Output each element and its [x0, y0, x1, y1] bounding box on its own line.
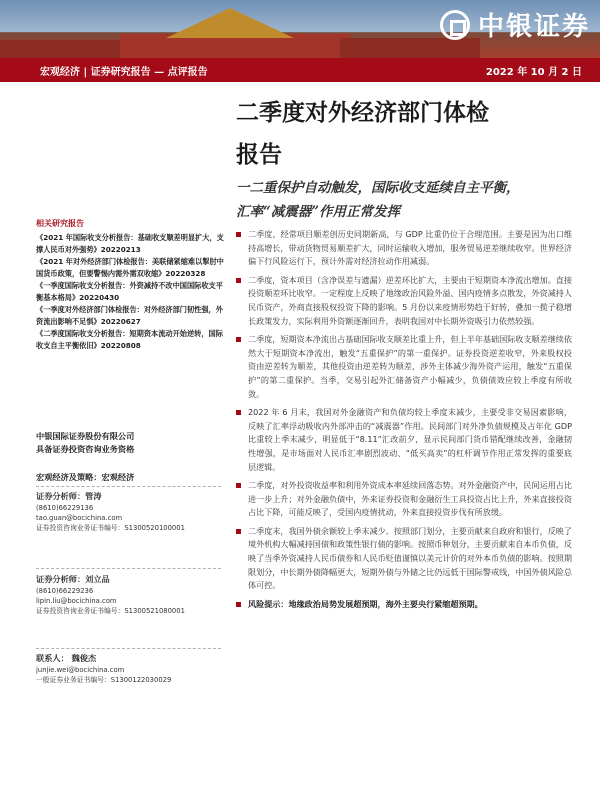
- contact-email[interactable]: junjie.wei@bocichina.com: [36, 666, 125, 674]
- category-bar: [0, 58, 600, 82]
- analyst-email[interactable]: lipin.liu@bocichina.com: [36, 597, 117, 605]
- report-summary: [236, 228, 572, 616]
- bank-of-china-logo-icon: [440, 10, 470, 40]
- summary-paragraph: 二季度，资本项目（含净误差与遗漏）逆差环比扩大，主要由于短期资本净流出增加。直接投资顺差环比收窄。一定程度上反映了地缘政治风险外溢、国内疫情多点散发，外资减持人民币资产，外商直接股权投资下降的影响。5 月份以来疫情形势趋于好转，叠加一揽子稳增长政策发力，实际利用外资额逐渐回升，表明我国对中长期外资吸引力依然较强。: [236, 274, 572, 328]
- logo-text: 中银证券: [477, 12, 590, 42]
- analyst-name: 证券分析师：管涛: [36, 491, 102, 501]
- subtitle-line: 汇率“减震器”作用正常发挥: [236, 204, 401, 220]
- related-reports: [36, 218, 226, 352]
- contact-block: [36, 652, 226, 685]
- header-banner: [0, 0, 600, 58]
- summary-paragraph: 2022 年 6 月末，我国对外金融资产和负债均较上季度末减少，主要受非交易因素影响，反映了汇率浮动吸收内外部冲击的“减震器”作用。民间部门对外净负债规模及占年化 GDP 比重较上季末减少，明显低于“8.11”汇改前夕，显示民间部门货币错配继续改善，金融韧性增强，是市场面对人民币汇率剧烈波动、“低买高卖”的杠杆调节作用正常发挥的重要底层逻辑。: [236, 406, 572, 474]
- risk-warning: 风险提示：地缘政治局势发展超预期，海外主要央行紧缩超预期。: [236, 598, 572, 612]
- analyst-phone: (8610)66229136: [36, 504, 94, 512]
- related-item[interactable]: 《一季度国际收支分析报告：外资减持不改中国国际收支平衡基本格局》20220430: [36, 281, 223, 302]
- related-item[interactable]: 《二季度国际收支分析报告：短期资本流动开始逆转，国际收支自主平衡依旧》20220808: [36, 329, 223, 350]
- report-subtitle: [236, 176, 586, 224]
- org-qualification: 具备证券投资咨询业务资格: [36, 444, 135, 454]
- analyst-phone: (8610)66229236: [36, 587, 94, 595]
- company-logo: [440, 6, 590, 43]
- divider: [36, 568, 221, 569]
- analyst-block: [36, 573, 226, 616]
- report-date: 2022 年 10 月 2 日: [485, 66, 582, 78]
- contact-cert: 一般证券业务证书编号：S1300122030029: [36, 676, 172, 684]
- analyst-block: [36, 490, 226, 533]
- org-name: 中银国际证券股份有限公司: [36, 431, 135, 441]
- contact-name: 联系人： 魏俊杰: [36, 653, 97, 663]
- analyst-name: 证券分析师：刘立品: [36, 574, 110, 584]
- team-label: 宏观经济及策略：宏观经济: [36, 472, 135, 482]
- subtitle-line: 一二重保护自动触发，国际收支延续自主平衡，: [236, 180, 520, 196]
- title-line: 报告: [236, 141, 282, 168]
- title-line: 二季度对外经济部门体检: [236, 99, 489, 126]
- report-title: [236, 92, 576, 176]
- summary-paragraph: 二季度，短期资本净流出占基础国际收支顺差比重上升，但上半年基础国际收支顺差继续依然大于短期资本净流出，触发“五重保护”的第一重保护。证券投资逆差收窄，外来股权投资由逆差转为顺差，其他投资由逆差转为顺差，涉外主体减少海外资产运用，触发“五重保护”的第二重保护。当季，交易引起外汇储备资产小幅减少，负债债效应较上季度有所收敛。: [236, 333, 572, 401]
- summary-paragraph: 二季度，经常项目顺差创历史同期新高，与 GDP 比重仍位于合理范围。主要是因为出口维持高增长，带动货物贸易顺差扩大，同时运输收入增加，服务贸易逆差继续收窄。世界经济偏下行风险运行下，预计外需对经济拉动作用减弱。: [236, 228, 572, 269]
- summary-paragraph: 二季度，对外投资收益率和利用外资成本率延续回落态势。对外金融资产中，民间运用占比进一步上升；对外金融负债中，外来证券投资和金融衍生工具投资占比上升，外来直接投资占比下降，可能反映了，受国内疫情扰动，外来直接投资步伐有所放缓。: [236, 479, 572, 520]
- related-heading: 相关研究报告: [36, 219, 84, 228]
- related-item[interactable]: 《一季度对外经济部门体检报告：对外经济部门韧性强，外资流出影响不足惧》20220627: [36, 305, 223, 326]
- divider: [36, 648, 221, 649]
- related-item[interactable]: 《2021 年对外经济部门体检报告：美联储紧缩难以掣肘中国货币政策，但要警惕内需外需双收缩》20220328: [36, 257, 224, 278]
- organization-info: [36, 430, 226, 456]
- banner-wall: [0, 40, 130, 58]
- analyst-cert: 证券投资咨询业务证书编号：S1300520100001: [36, 524, 185, 532]
- analyst-email[interactable]: tao.guan@bocichina.com: [36, 514, 123, 522]
- related-item[interactable]: 《2021 年国际收支分析报告：基础收支顺差明显扩大，支撑人民币对外强势》20220213: [36, 233, 224, 254]
- summary-paragraph: 二季度末，我国外债余额较上季末减少。按照部门划分，主要贡献来自政府和银行，反映了境外机构大幅减持国债和政策性银行债的影响。按照币种划分，主要贡献来自本币负债，反映了当季外资减持人民币债券和人民币贬值谨慎以美元计价的对外本币负债的影响。按照期限划分，中长期外债降幅更大，短期外债与外储之比仍远低于国际警戒线，中国外债风险总体可控。: [236, 525, 572, 593]
- analyst-cert: 证券投资咨询业务证书编号：S1300521080001: [36, 607, 185, 615]
- divider: [36, 486, 221, 487]
- report-category: 宏观经济 | 证券研究报告 — 点评报告: [40, 66, 208, 78]
